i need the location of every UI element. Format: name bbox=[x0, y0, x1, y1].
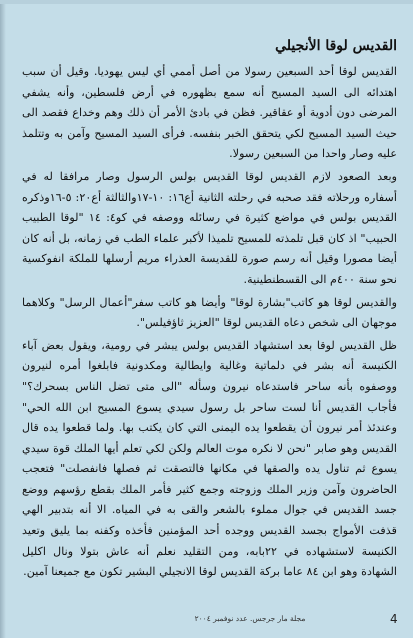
page-number: 4 bbox=[390, 612, 398, 626]
article bbox=[22, 36, 397, 602]
page-footer bbox=[0, 610, 413, 626]
article-title: القديس لوقا الأنجيلي bbox=[275, 38, 397, 54]
article-paragraph-2: وبعد الصعود لازم القديس لوقا القديس بولس الرسول وصار مرافقا له في أسفاره ورحلاته فقد صحبه في رحلته الثانية أع١٦: ١٠-١٧والثالثة أع٢٠: ٥-١٦وذكره القديس بولس في مواضع كثيرة في رسائله ووصفه في كو٤: ١٤ "لوقا الطبيب الحبيب" اذ كان قبل تلمذته للمسيح تلميذا لأكبر علماء الطب في زمانه، بل أنه كان أيضا مصورا وقيل أنه رسم صورة للقديسة العذراء مريم أرسلها للملكة انفوكسية نحو سنة ٤٠٠م الى القسطنطينية. bbox=[22, 169, 397, 286]
footer-publication: مجلة مار جرجس. عدد نوفمبر ٢٠٠٤ bbox=[194, 614, 306, 623]
article-paragraph-1: القديس لوقا أحد السبعين رسولا من أصل أممي أي ليس يهوديا. وقيل أن سبب اهتدائه الى السيد المسيح أنه سمع بظهوره في أرض فلسطين، وأنه يشفي المرضى دون أدوية أو عقاقير. فظن في بادئ الأمر أن ذلك وهم وخداع فقصد الى حيث السيد المسيح لكي يتحقق الخبر بنفسه. فرأى السيد المسيح وآمن به وتتلمذ عليه وصار واحدا من السبعين رسولا. bbox=[22, 65, 397, 161]
article-paragraph-3: والقديس لوقا هو كاتب"بشارة لوقا" وأيضا هو كاتب سفر"أعمال الرسل" وكلاهما موجهان الى شخص دعاه القديس لوقا "العزيز ثاؤفيلس". bbox=[22, 295, 397, 330]
article-paragraph-4: ظل القديس لوقا بعد استشهاد القديس بولس يبشر في رومية، ويقول بعض آباء الكنيسة أنه بشر في دلماتية وغالية وايطالية ومكدونية فابلغوا أمره لنيرون ووصفوه بأنه ساحر فاستدعاه نيرون وسأله "الى متى تضل الناس بسحرك؟" فأجاب القديس أنا لست ساحر بل رسول سيدي يسوع المسيح ابن الله الحي" وعندئذ أمر نيرون أن يقطعوا يده اليمنى التي كان يكتب بها. ولما قطعوا يده قال القديس وهو صابر "نحن لا نكره موت العالم ولكن لكي تعلم أيها الملك قوة سيدي يسوع ثم تناول يده والصقها في مكانها فالتصقت ثم فصلها فانفصلت" فتعجب الحاضرون وآمن وزير الملك وزوجته وجمع كثير فأمر الملك بقطع رؤسهم ووضع جسد القديس في جوال مملوء بالشعر والقى به في المياه. الا أنه بتدبير الهي قذفت الأمواج بجسد القديس ووجده أحد المؤمنين فأخذه وكفنه بما يليق وتعيد الكنيسة لاستشهاده في ٢٢بابه، ومن التقليد نعلم أنه عاش بتولا ونال اكليل الشهادة وهو ابن ٨٤ عاما بركة القديس لوقا الانجيلي البشير تكون مع جميعنا آمين. bbox=[22, 338, 397, 579]
